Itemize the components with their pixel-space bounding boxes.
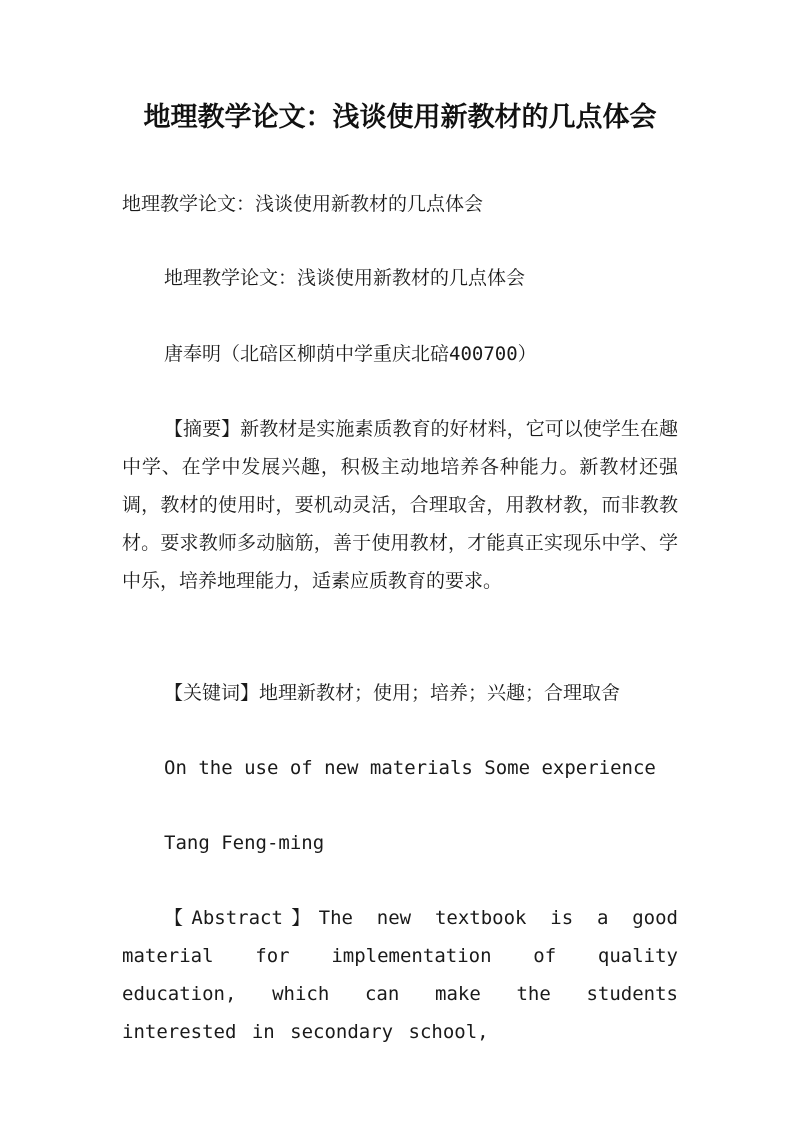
abstract-cn: 【摘要】新教材是实施素质教育的好材料，它可以使学生在趣中学、在学中发展兴趣，积极主动地培养各种能力。新教材还强调，教材的使用时，要机动灵活，合理取舍，用教材教，而非教教材。要求教师多动脑筋，善于使用教材，才能真正实现乐中学、学中乐，培养地理能力，适素应质教育的要求。: [122, 418, 678, 592]
author-line: 唐奉明（北碚区柳荫中学重庆北碚400700）: [164, 343, 537, 365]
title-line-indented: 地理教学论文：浅谈使用新教材的几点体会: [164, 267, 526, 289]
abstract-en: 【Abstract】The new textbook is a good material for implementation of quality education, which can make the students interested in secondary school,: [122, 907, 678, 1043]
english-title: On the use of new materials Some experience: [164, 757, 656, 779]
english-author: Tang Feng-ming: [164, 832, 325, 854]
document-title: 地理教学论文：浅谈使用新教材的几点体会: [143, 102, 657, 133]
title-line-plain: 地理教学论文：浅谈使用新教材的几点体会: [122, 193, 484, 215]
keywords-cn: 【关键词】地理新教材；使用；培养；兴趣；合理取舍: [164, 682, 621, 704]
